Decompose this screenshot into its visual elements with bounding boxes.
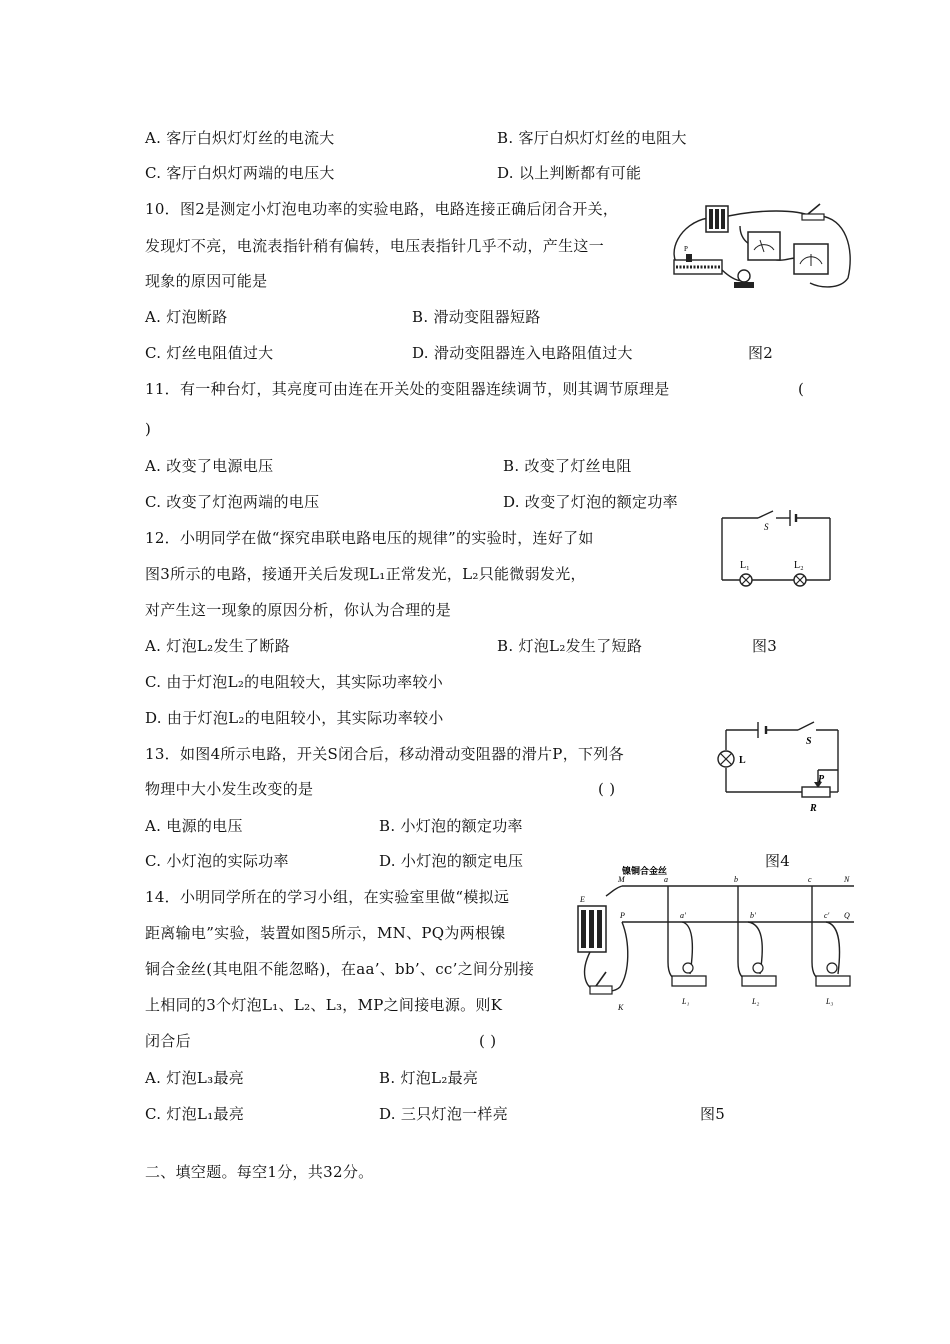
switch-k-icon [590,972,612,994]
q11-option-a: A. 改变了电源电压 [145,457,274,475]
q10-option-b: B. 滑动变阻器短路 [412,308,541,326]
fig2-label-p: P [684,245,688,253]
figure-5-caption: 图5 [700,1105,726,1123]
section-2-heading: 二、填空题。每空1分，共32分。 [145,1163,374,1181]
fig5-label-c-prime: c' [824,911,830,920]
q14-stem-line2: 距离输电”实验，装置如图5所示，MN、PQ为两根镍 [145,924,506,942]
figure-2-caption: 图2 [748,344,774,362]
fig3-label-l1: L₁ [740,560,750,571]
q13-option-a: A. 电源的电压 [145,817,243,835]
q10-stem-line3: 现象的原因可能是 [145,272,268,290]
fig5-label-l3: L₃ [826,997,834,1006]
lamp-l3-icon [816,963,850,986]
figure-2-apparatus [660,198,860,293]
q9-option-c: C. 客厅白炽灯两端的电压大 [145,164,335,182]
q13-answer-paren: ( ) [598,780,616,798]
fig5-label-p: P [620,911,625,920]
resistor-icon [802,787,830,797]
lamp-l2-icon [742,963,776,986]
q10-option-c: C. 灯丝电阻值过大 [145,344,274,362]
q11-option-b: B. 改变了灯丝电阻 [503,457,632,475]
switch-icon [802,204,824,220]
q10-option-a: A. 灯泡断路 [145,308,228,326]
figure-5-apparatus [560,862,860,1017]
fig5-label-l1: L₁ [682,997,690,1006]
q11-stem-line1: 11．有一种台灯，其亮度可由连在开关处的变阻器连续调节，则其调节原理是 [145,380,670,398]
figure-4-circuit [718,718,843,813]
q14-option-a: A. 灯泡L₃最亮 [145,1069,245,1087]
fig5-label-b: b [734,875,738,884]
lamp-l1-icon [672,963,706,986]
q9-option-b: B. 客厅白炽灯灯丝的电阻大 [497,129,687,147]
q12-stem-line3: 对产生这一现象的原因分析，你认为合理的是 [145,601,452,619]
q14-answer-paren: ( ) [479,1032,497,1050]
q13-stem-line1: 13．如图4所示电路，开关S闭合后，移动滑动变阻器的滑片P，下列各 [145,745,624,763]
figure-4-caption: 图4 [765,852,791,870]
fig5-label-k: K [618,1003,624,1012]
battery-symbol-icon [790,510,796,526]
q9-option-a: A. 客厅白炽灯灯丝的电流大 [145,129,335,147]
battery-symbol-icon [758,722,766,738]
q9-option-d: D. 以上判断都有可能 [497,164,642,182]
battery-e-icon [578,906,606,952]
fig5-label-e: E [580,895,585,904]
q13-option-c: C. 小灯泡的实际功率 [145,852,289,870]
q13-option-d: D. 小灯泡的额定电压 [379,852,524,870]
fig4-label-p: P [818,774,825,785]
lamp-l1-icon [740,574,752,586]
fig5-title: 镍铜合金丝 [622,866,668,876]
figure-3-caption: 图3 [752,637,778,655]
fig5-label-l2: L₂ [752,997,760,1006]
q11-option-d: D. 改变了灯泡的额定功率 [503,493,678,511]
q14-stem-line5: 闭合后 [145,1032,191,1050]
fig4-label-r: R [810,803,817,814]
q10-stem-line2: 发现灯不亮，电流表指针稍有偏转，电压表指针几乎不动，产生这一 [145,237,605,255]
fig5-label-n: N [844,875,850,884]
voltmeter-icon [794,244,828,274]
battery-icon [706,206,728,232]
fig5-label-a: a [664,875,668,884]
q12-option-a: A. 灯泡L₂发生了断路 [145,637,290,655]
q12-option-d: D. 由于灯泡L₂的电阻较小，其实际功率较小 [145,709,444,727]
fig4-label-l: L [739,755,746,766]
rheostat-icon [674,245,722,274]
q14-option-b: B. 灯泡L₂最亮 [379,1069,479,1087]
q10-stem-line1: 10．图2是测定小灯泡电功率的实验电路，电路连接正确后闭合开关， [145,200,619,218]
bulb-icon [734,270,754,288]
q14-option-d: D. 三只灯泡一样亮 [379,1105,509,1123]
q14-stem-line3: 铜合金丝(其电阻不能忽略)，在aa’、bb’、cc’之间分别接 [145,960,535,978]
q13-option-b: B. 小灯泡的额定功率 [379,817,523,835]
fig3-label-s: S [764,522,769,532]
fig5-label-q: Q [844,911,850,920]
q12-stem-line2: 图3所示的电路，接通开关后发现L₁正常发光，L₂只能微弱发光， [145,565,586,583]
q14-option-c: C. 灯泡L₁最亮 [145,1105,245,1123]
q11-answer-paren-close: ) [145,420,152,438]
ammeter-icon [748,232,780,260]
q14-stem-line4: 上相同的3个灯泡L₁、L₂、L₃，MP之间接电源。则K [145,996,503,1014]
q11-answer-paren-open: ( [798,380,805,398]
lamp-l2-icon [794,574,806,586]
fig5-label-a-prime: a' [680,911,686,920]
q10-option-d: D. 滑动变阻器连入电路阻值过大 [412,344,633,362]
lamp-icon [718,751,734,767]
fig3-label-l2: L₂ [794,560,804,571]
q12-option-b: B. 灯泡L₂发生了短路 [497,637,643,655]
fig5-label-c: c [808,875,812,884]
figure-3-circuit [718,508,838,588]
q14-stem-line1: 14．小明同学所在的学习小组，在实验室里做“模拟远 [145,888,510,906]
q13-stem-line2: 物理中大小发生改变的是 [145,780,314,798]
fig5-label-m: M [618,875,625,884]
q12-option-c: C. 由于灯泡L₂的电阻较大，其实际功率较小 [145,673,444,691]
q11-option-c: C. 改变了灯泡两端的电压 [145,493,320,511]
fig5-label-b-prime: b' [750,911,756,920]
q12-stem-line1: 12．小明同学在做“探究串联电路电压的规律”的实验时，连好了如 [145,529,594,547]
fig4-label-s: S [806,736,812,747]
